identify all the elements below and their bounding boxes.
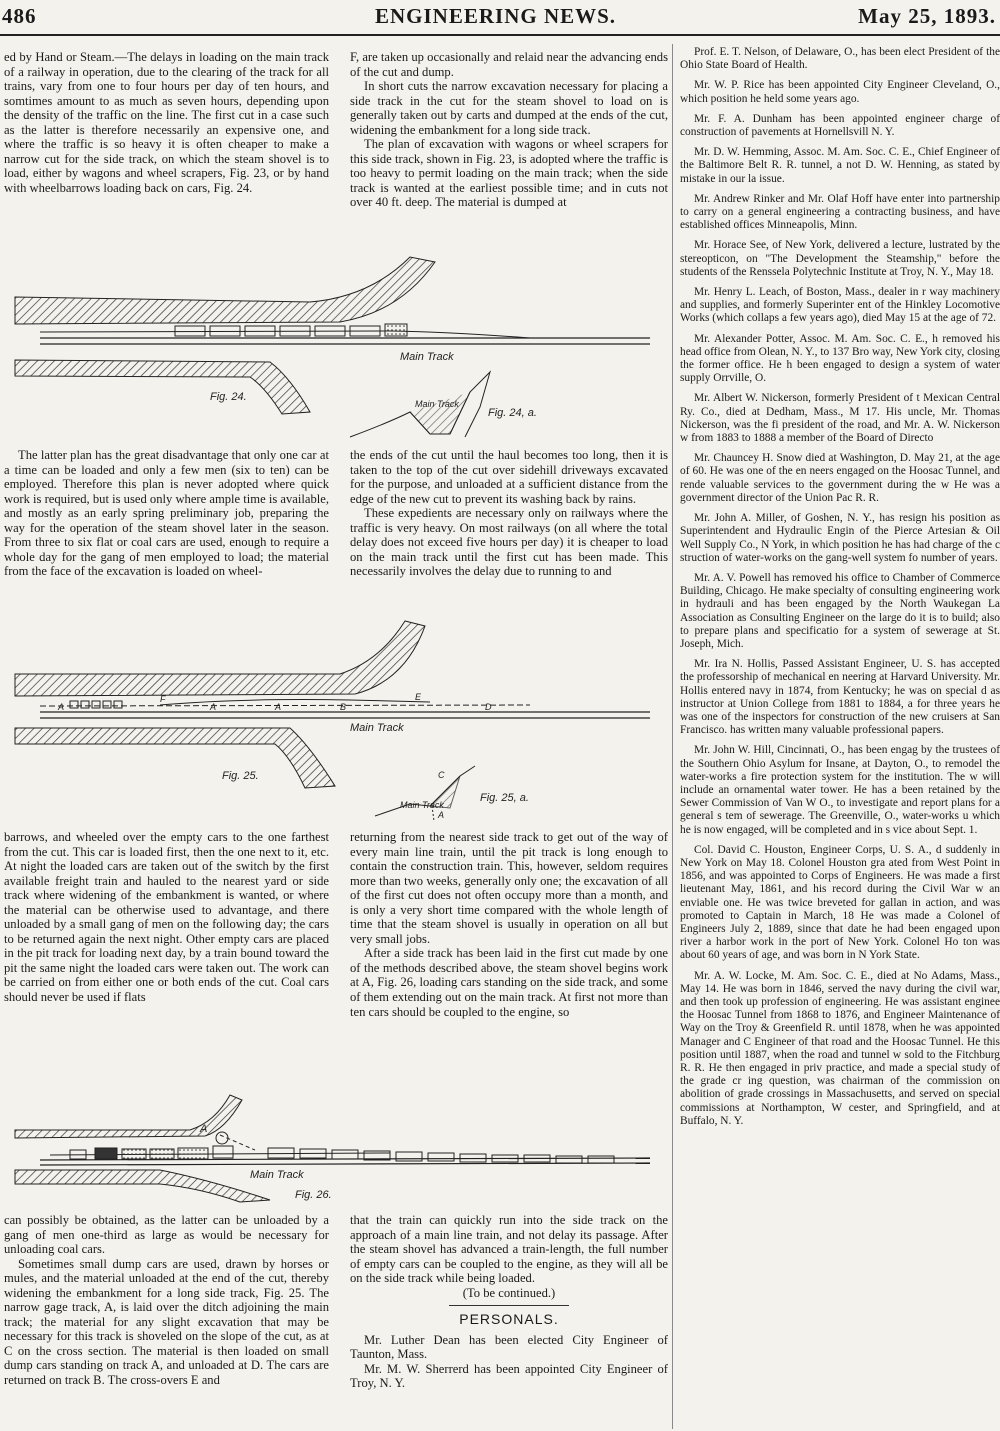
paragraph: ed by Hand or Steam.—The delays in loading on the main track of a railway in operation, due to the clearing of the track for all trains, vary from one to four hours per day of ten hours, and somtimes amount to as much as seven hours, depending upon the density of the traffic on the line. The first cut in a case such as the latter is therefore necessarily an expensive one, and where the traffic is so heavy it is often cheaper to make a narrow cut for the side track, on which the steam shovel is to load, either by wagons and wheel scrapers, Fig. 23, or by hand with wheelbarrows loading back on cars, Fig. 24. [4, 50, 329, 195]
paragraph: The latter plan has the great disadvantage that only one car at a time can be loaded and only a few men (six to ten) can be employed. Therefore this plan is never adopted where quick work is required, but is used only where ample time is available, and mostly as an early spring preliminary job, preparing the way for the operation of the steam shovel later in the season. From three to six flat or coal cars are used, enough to require a whole day for the gang of men employed to load; the material from the face of the excavation is loaded on wheel- [4, 448, 329, 579]
paragraph: Sometimes small dump cars are used, drawn by horses or mules, and the material unloaded at the end of the cut, thereby widening the embankment for a long side track, Fig. 25. The narrow gage track, A, is laid over the ditch adjoining the main track; the material for any slight excavation that may be necessary for this track is shoveled on the slope of the cut, as at C on the cross section. The material is then loaded on small dump cars standing on track A, and unloaded at D. The cars are returned on track B. The cross-overs E and [4, 1256, 329, 1388]
fig25a-letter-a: A [438, 810, 445, 820]
text-block-a-left [4, 50, 329, 250]
paragraph: Mr. Luther Dean has been elected City Engineer of Taunton, Mass. [350, 1332, 668, 1362]
paragraph: In short cuts the narrow excavation necessary for placing a side track in the cut for the steam shovel to load on is generally taken out by carts and dumped at the ends of the cut, widening the embankment for a long side track. [350, 79, 668, 137]
column-rule [672, 44, 673, 1429]
personal-item: Mr. Horace See, of New York, delivered a lecture, lustrated by the stereopticon, on "The Development the Steamship," before the students of the Renssela Polytechnic Institute at Troy, N. Y., May 18. [680, 239, 1000, 278]
paragraph: After a side track has been laid in the first cut made by one of the methods described above, the steam shovel begins work at A, Fig. 26, loading cars standing on the side track, and some of them extending out on the main track. At first not more than ten cars should be coupled to the engine, so [350, 946, 668, 1019]
fig25-track-label: Main Track [350, 722, 404, 734]
paragraph: Mr. M. W. Sherrerd has been appointed City Engineer of Troy, N. Y. [350, 1361, 668, 1391]
fig24a-caption: Fig. 24, a. [488, 407, 537, 419]
personal-item: Mr. A. W. Locke, M. Am. Soc. C. E., died at No Adams, Mass., May 14. He was born in 1846, served the navy during the civil war, and then took up profession of engineering. He was assistant enginee the Hoosac Tunnel from 1868 to 1876, and Engineer Maintenance of Way on the Troy & Greenfield R. until 1878, when he was appointed Manager and C Engineer of that road and the Hoosac Tunnel. He this position until 1887, when the road and tunnel w sold to the Fitchburg R. R. He then engaged in priv practice, and made a special study of the grade cr ing question, was chairman of the commission on abolition of grade crossings in Massachusetts, and served on special commissions at Northampton, W cester, and Springfield, and at Buffalo, N. Y. [680, 969, 1000, 1127]
issue-date: May 25, 1893. [858, 4, 996, 28]
figure-25 [10, 616, 660, 826]
page-header [0, 0, 1000, 34]
fig25-letter-f: F [160, 694, 166, 704]
journal-title: ENGINEERING NEWS. [375, 4, 617, 28]
text-block-c-right [350, 830, 668, 1058]
to-be-continued: (To be continued.) [462, 1285, 556, 1300]
text-block-c-left [4, 830, 329, 1058]
paragraph: can possibly be obtained, as the latter can be unloaded by a gang of men one-third as large as would be necessary for unloading coal cars. [4, 1213, 329, 1257]
paragraph: barrows, and wheeled over the empty cars to the one farthest from the cut. This car is loaded first, then the one next to it, etc. At night the loaded cars are taken out of the switch by the first available freight train and hauled to the nearest yard or side track where widening of the embankment is wanted, or where the material can be otherwise used to advantage, and there unloaded by a small gang of men on the following day; the cars to be returned again the next night. Other empty cars are placed in the pit track for loading next day, by a train bound toward the pit the same night the loaded cars were taken out. The work can be carried on from either one or both ends of the cut. Coal cars should never be used if flats [4, 830, 329, 1005]
text-block-d-right [350, 1213, 668, 1431]
fig24a-track-label: Main Track [415, 399, 459, 409]
personal-item: Mr. W. P. Rice has been appointed City Engineer Cleveland, O., which position he held some years ago. [680, 79, 1000, 105]
personal-item: Mr. A. V. Powell has removed his office to Chamber of Commerce Building, Chicago. He make specialty of consulting engineering work in hydrauli and has been engaged by the North Waukegan La Association as Consulting Engineer on the large do it is to build; also to prepare plans and specificatio for a system of sewerage at St. Joseph, Mich. [680, 571, 1000, 650]
text-block-b-right [350, 448, 668, 616]
personal-item: Mr. Henry L. Leach, of Boston, Mass., dealer in r way machinery and supplies, and formerly Superinter ent of the Hinkley Locomotive Works (which collaps a few years ago), died May 15 at the age of 72. [680, 286, 1000, 325]
paragraph: that the train can quickly run into the side track on the approach of a main line train, and not delay its passage. After the steam shovel has advanced a train-length, the full number of empty cars can be coupled to the engine, as they will all be on the side track while being loaded. [350, 1213, 668, 1286]
fig24-caption: Fig. 24. [210, 391, 247, 403]
fig25-letter-a1: A [58, 702, 65, 712]
section-divider [449, 1305, 569, 1306]
personal-item: Col. David C. Houston, Engineer Corps, U. S. A., d suddenly in New York on May 18. Colonel Houston gra ated from West Point in 1856, and was appointed to Corps of Engineers. He was made a first lieutenant May, 1861, and his record during the Civil War w an enviable one. He was twice breveted for gallan in action, and was promoted to Captain in March, 18 He was made a Colonel of Engineers July 2, 1889, since that date he had been engaged upon river a harbor work in the port of New York. Colonel Ho ton was about 60 years of age, and was born in N York State. [680, 843, 1000, 962]
fig25-letter-a2: A [210, 702, 217, 712]
fig25-letter-e: E [415, 692, 422, 702]
fig26-caption: Fig. 26. [295, 1189, 332, 1201]
personals-column [680, 46, 1000, 1431]
personal-item: Mr. Andrew Rinker and Mr. Olaf Hoff have enter into partnership to carry on a general engineering a contracting business, and have established offices Minneapolis, Minn. [680, 192, 1000, 232]
paragraph: The plan of excavation with wagons or wheel scrapers for this side track, shown in Fig. 23, is adopted where the traffic is too heavy to permit loading on the main track; when the side track is wanted at the earliest possible time; and in cuts not over 40 ft. deep. The material is dumped at [350, 137, 668, 210]
fig25a-track-label: Main Track [400, 800, 444, 810]
paragraph: F, are taken up occasionally and relaid near the advancing ends of the cut and dump. [350, 50, 668, 79]
personal-item: Mr. John A. Miller, of Goshen, N. Y., has resign his position as Superintendent and Hydraulic Engin of the Pierce Artesian & Oil Well Supply Co., N York, in which position he has had charge of the c struction of water-works on the gang-well system fo number of years. [680, 512, 1000, 564]
dump-cars [70, 701, 122, 708]
text-block-a-right [350, 50, 668, 250]
figure-24 [10, 252, 660, 452]
paragraph: These expedients are necessary only on railways where the traffic is very heavy. On most railways (on all where the total delay does not exceed five hours per day) it is cheaper to load on the main track until the first cut has been made. This necessarily involves the delay due to running to and [350, 506, 668, 579]
personal-item: Mr. D. W. Hemming, Assoc. M. Am. Soc. C. E., Chief Engineer of the Baltimore Belt R. R. tunnel, a not D. W. Henning, as stated by mistake in our la issue. [680, 146, 1000, 185]
personal-item: Mr. Albert W. Nickerson, formerly President of t Mexican Central Ry. Co., died at Dedham, Mass., M 17. His uncle, Mr. Thomas Nickerson, was the fi president of the road, and Mr. A. W. Nickerson w from 1883 to 1888 a member of the Board of Directo [680, 392, 1000, 445]
fig25-caption: Fig. 25. [222, 770, 259, 782]
fig26-track-label: Main Track [250, 1169, 304, 1181]
paragraph: the ends of the cut until the haul becomes too long, then it is taken to the top of the cut over sidehill driveways excavated for the purpose, and unloaded at a sufficient distance from the edge of the new cut to prevent its washing back by rains. [350, 448, 668, 506]
figure-26 [10, 1060, 660, 1208]
personal-item: Mr. Ira N. Hollis, Passed Assistant Engineer, U. S. has accepted the professorship of mechanical en neering at Harvard University. Mr. Hollis entered navy in 1874, from Kentucky; he was on special d as instructor at Union College from 1881 to 1884, a for three years he was one of the inspectors for construction of the new cruisers at San Francisco. has written many valuable professional papers. [680, 658, 1000, 737]
paragraph: returning from the nearest side track to get out of the way of every main line train, until the pit track is long enough to contain the construction train. This, however, seldom requires more than two weeks, generally only one; the excavation of all of the first cut does not often occupy more than a month, and is only a very short time compared with the whole length of time that the steam shovel is usually in operation on all but very small jobs. [350, 830, 668, 946]
fig25a-caption: Fig. 25, a. [480, 792, 529, 804]
personal-item: Mr. John W. Hill, Cincinnati, O., has been engag by the trustees of the Southern Ohio Asylum for Insane, at Dayton, O., to remodel the water-works a fire protection system for the institution. The w will include an ornamental water tower. He has a been retained by the Sewer Commission of Van W O., to investigate and report plans for a general s tem of sewerage. The Greenville, O., water-works u which he is now engaged, will be completed and in s vice about Sept. 1. [680, 744, 1000, 836]
fig26-letter-a: A [200, 1123, 208, 1135]
fig25a-letter-c: C [438, 770, 445, 780]
fig25-letter-a3: A [275, 702, 282, 712]
text-block-b-left [4, 448, 329, 616]
fig24-track-label: Main Track [400, 351, 454, 363]
personal-item: Mr. Chauncey H. Snow died at Washington, D. May 21, at the age of 60. He was one of the en neers engaged on the Hoosac Tunnel, and rende valuable services to the government during the w He was a government director of the Union Pac R. R. [680, 452, 1000, 504]
page-number: 486 [2, 4, 37, 28]
personal-item: Mr. Alexander Potter, Assoc. M. Am. Soc. C. E., h removed his head office from Olean, N. Y., to 137 Bro way, New York city, closing the former office. He h been engaged to design a system of water supply Orrville, O. [680, 332, 1000, 385]
personals-heading: PERSONALS. [459, 1311, 559, 1328]
personal-item: Prof. E. T. Nelson, of Delaware, O., has been elect President of the Ohio State Board of Health. [680, 46, 1000, 72]
fig25-letter-b: B [340, 702, 347, 712]
train-cars [175, 324, 407, 336]
personal-item: Mr. F. A. Dunham has been appointed engineer charge of construction of pavements at Hornellsvill N. Y. [680, 112, 1000, 139]
header-rule [0, 34, 1000, 36]
text-block-d-left [4, 1213, 329, 1431]
fig25-letter-d: D [485, 702, 492, 712]
